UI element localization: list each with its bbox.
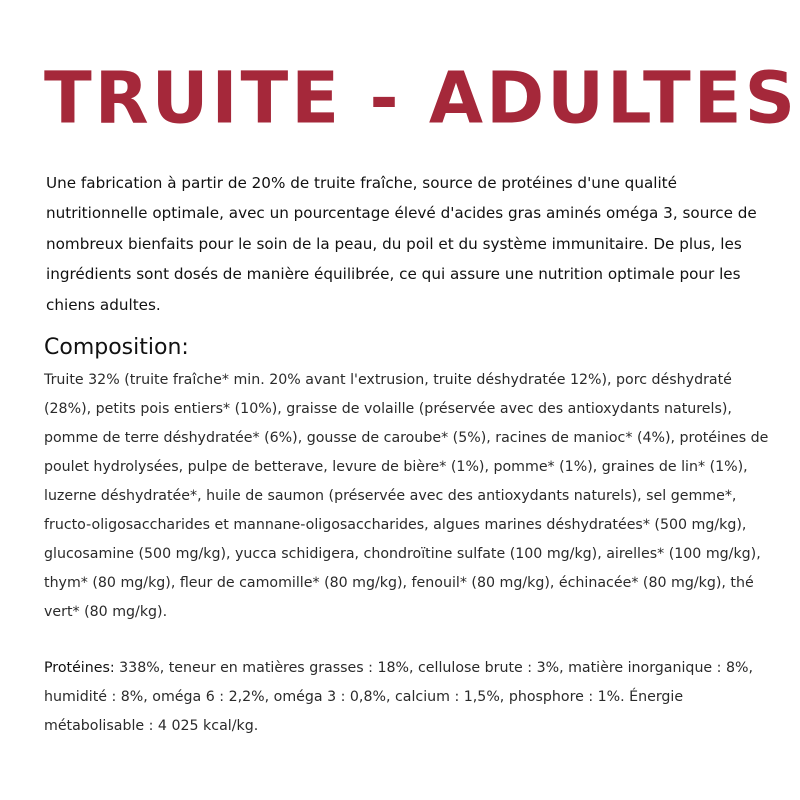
- product-title: TRUITE - ADULTES: [44, 56, 799, 140]
- analysis-label: Protéines:: [44, 660, 115, 676]
- analytical-constituents: [44, 654, 769, 741]
- composition-heading: Composition:: [44, 335, 189, 360]
- product-description: Une fabrication à partir de 20% de truite fraîche, source de protéines d'une qualité nutritionnelle optimale, avec un pourcentage élevé d'acides gras aminés oméga 3, source de nombreux bienfaits pour le soin de la peau, du poil et du système immunitaire. De plus, les ingrédients sont dosés de manière équilibrée, ce qui assure une nutrition optimale pour les chiens adultes.: [46, 174, 757, 314]
- composition-text: Truite 32% (truite fraîche* min. 20% avant l'extrusion, truite déshydratée 12%), porc déshydraté (28%), petits pois entiers* (10%), graisse de volaille (préservée avec des antioxydants naturels), pomme de terre déshydratée* (6%), gousse de caroube* (5%), racines de manioc* (4%), protéines de poulet hydrolysées, pulpe de betterave, levure de bière* (1%), pomme* (1%), graines de lin* (1%), luzerne déshydratée*, huile de saumon (préservée avec des antioxydants naturels), sel gemme*, fructo-oligosaccharides et mannane-oligosaccharides, algues marines déshydratées* (500 mg/kg), glucosamine (500 mg/kg), yucca schidigera, chondroïtine sulfate (100 mg/kg), airelles* (100 mg/kg), thym* (80 mg/kg), fleur de camomille* (80 mg/kg), fenouil* (80 mg/kg), échinacée* (80 mg/kg), thé vert* (80 mg/kg).: [44, 372, 769, 620]
- analysis-values: 338%, teneur en matières grasses : 18%, cellulose brute : 3%, matière inorganique : 8%, humidité : 8%, oméga 6 : 2,2%, oméga 3 : 0,8%, calcium : 1,5%, phosphore : 1%. Énergie métabolisable : 4 025 kcal/kg.: [44, 660, 753, 734]
